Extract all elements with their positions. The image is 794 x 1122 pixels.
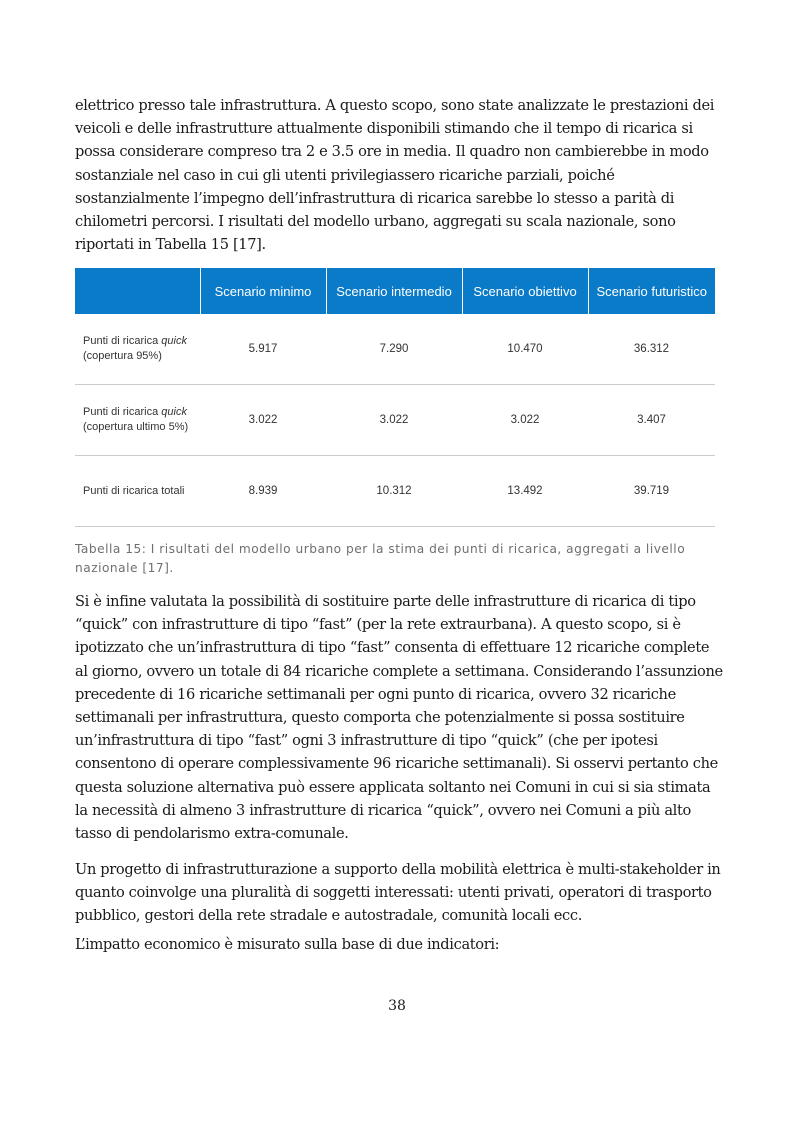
table-cell: 5.917 [200,314,326,385]
page-number: 38 [388,998,406,1014]
table-cell: 3.022 [462,385,588,456]
table-header-scenario-futuristico: Scenario futuristico [588,268,715,314]
table-cell: 3.022 [200,385,326,456]
row-label-text: Punti di ricarica [83,335,162,347]
table-cell: 13.492 [462,456,588,527]
table-header-row [75,268,715,314]
row-label-text: Punti di ricarica totali [83,484,185,497]
table-header-scenario-intermedio: Scenario intermedio [326,268,462,314]
row-label-text: Punti di ricarica [83,406,162,418]
table-cell: 10.312 [326,456,462,527]
table-row [75,385,715,456]
row-label-emphasis: quick [161,406,187,418]
table-caption: Tabella 15: I risultati del modello urbano per la stima dei punti di ricarica, aggregati a livello nazionale [17]. [75,542,686,575]
table-row [75,456,715,527]
table-cell: 39.719 [588,456,715,527]
paragraph-intro: elettrico presso tale infrastruttura. A questo scopo, sono state analizzate le prestazioni dei veicoli e delle infrastrutture attualmente disponibili stimando che il tempo di ricarica si possa considerare compreso tra 2 e 3.5 ore in media. Il quadro non cambierebbe in modo sostanziale nel caso in cui gli utenti privilegiassero ricariche parziali, poiché sostanzialmente l’impegno dell’infrastruttura di ricarica sarebbe lo stesso a parità di chilometri percorsi. I risultati del modello urbano, aggregati su scala nazionale, sono riportati in Tabella 15 [17]. [75,97,715,254]
row-label-sub: (copertura ultimo 5%) [83,421,189,433]
table-cell: 7.290 [326,314,462,385]
table-cell: 3.022 [326,385,462,456]
results-table-container [75,268,715,527]
row-label [75,314,200,385]
table-row [75,314,715,385]
table-header-empty [75,268,200,314]
table-cell: 8.939 [200,456,326,527]
row-label-sub: (copertura 95%) [83,350,162,362]
paragraph-indicators: L’impatto economico è misurato sulla base di due indicatori: [75,936,500,953]
table-cell: 36.312 [588,314,715,385]
paragraph-quick-fast: Si è infine valutata la possibilità di sostituire parte delle infrastrutture di ricarica di tipo “quick” con infrastrutture di tipo “fast” (per la rete extraurbana). A questo scopo, si è ipotizzato che un’infrastruttura di tipo “fast” consenta di effettuare 12 ricariche complete al giorno, ovvero un totale di 84 ricariche complete a settimana. Considerando l’assunzione precedente di 16 ricariche settimanali per ogni punto di ricarica, ovvero 32 ricariche settimanali per infrastruttura, questo comporta che potenzialmente si possa sostituire un’infrastruttura di tipo “fast” ogni 3 infrastrutture di tipo “quick” (che per ipotesi consentono di operare complessivamente 96 ricariche settimanali). Si osservi pertanto che questa soluzione alternativa può essere applicata soltanto nei Comuni in cui si sia stimata la necessità di almeno 3 infrastrutture di ricarica “quick”, ovvero nei Comuni a più alto tasso di pendolarismo extra-comunale. [75,593,723,843]
paragraph-stakeholder: Un progetto di infrastrutturazione a supporto della mobilità elettrica è multi-stakeholder in quanto coinvolge una pluralità di soggetti interessati: utenti privati, operatori di trasporto pubblico, gestori della rete stradale e autostradale, comunità locali ecc. [75,861,721,925]
results-table [75,268,715,527]
row-label [75,385,200,456]
table-cell: 3.407 [588,385,715,456]
table-cell: 10.470 [462,314,588,385]
table-header-scenario-obiettivo: Scenario obiettivo [462,268,588,314]
row-label-emphasis: quick [161,335,187,347]
table-header-scenario-minimo: Scenario minimo [200,268,326,314]
row-label [75,456,200,527]
